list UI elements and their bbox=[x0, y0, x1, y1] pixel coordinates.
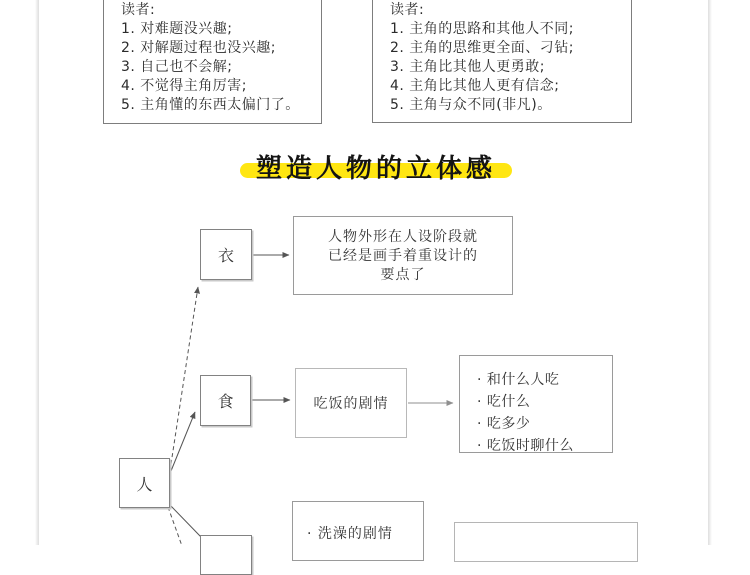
node-clothing bbox=[200, 229, 252, 280]
meal-detail-item: · 吃什么 bbox=[477, 394, 531, 410]
reader-expectations-box-1 bbox=[103, 0, 322, 124]
meal-plot-label: 吃饭的剧情 bbox=[313, 396, 389, 412]
reader-item: 3. 主角比其他人更勇敢; bbox=[390, 59, 546, 75]
node-clothing-label: 衣 bbox=[217, 246, 234, 265]
meal-detail-item: · 吃多少 bbox=[477, 416, 531, 432]
bath-details-box bbox=[292, 501, 424, 561]
reader-item: 5. 主角懂的东西太偏门了。 bbox=[121, 97, 300, 113]
line-person-to-housing bbox=[170, 505, 201, 537]
reader-box-title: 读者: bbox=[121, 2, 156, 18]
page-left-edge bbox=[35, 0, 39, 545]
reader-item: 2. 主角的思维更全面、刁钻; bbox=[390, 40, 575, 56]
reader-item: 1. 对难题没兴趣; bbox=[121, 21, 233, 37]
clothing-note-line: 已经是画手着重设计的 bbox=[328, 248, 478, 264]
arrow-person-to-food bbox=[171, 412, 195, 471]
bath-detail-item: · 洗澡的剧情 bbox=[307, 526, 393, 542]
node-person-label: 人 bbox=[136, 474, 153, 494]
dashed-line-person-to-offscreen-node bbox=[168, 507, 182, 545]
reader-item: 5. 主角与众不同(非凡)。 bbox=[390, 97, 552, 113]
reader-item: 4. 不觉得主角厉害; bbox=[121, 78, 248, 94]
node-food bbox=[200, 375, 251, 426]
reader-item: 2. 对解题过程也没兴趣; bbox=[121, 40, 277, 56]
meal-plot-box bbox=[295, 368, 407, 438]
reader-item: 1. 主角的思路和其他人不同; bbox=[390, 21, 575, 37]
node-food-label: 食 bbox=[217, 392, 234, 411]
meal-detail-item: · 吃饭时聊什么 bbox=[477, 438, 574, 454]
dashed-arrow-person-to-clothing bbox=[171, 287, 198, 464]
meal-detail-item: · 和什么人吃 bbox=[477, 372, 560, 388]
bottom-right-details-box-clipped bbox=[454, 522, 638, 562]
clothing-note-line: 要点了 bbox=[380, 267, 426, 283]
meal-details-box bbox=[459, 355, 613, 453]
node-person-root bbox=[119, 458, 170, 508]
clothing-note-line: 人物外形在人设阶段就 bbox=[328, 229, 478, 245]
reader-box-title: 读者: bbox=[390, 2, 425, 18]
page-right-edge bbox=[708, 0, 712, 545]
reader-expectations-box-2 bbox=[372, 0, 632, 123]
node-housing-clipped bbox=[200, 535, 252, 575]
clothing-note-box bbox=[293, 216, 513, 295]
reader-item: 3. 自己也不会解; bbox=[121, 59, 233, 75]
section-title: 塑造人物的立体感 bbox=[255, 154, 496, 184]
reader-item: 4. 主角比其他人更有信念; bbox=[390, 78, 560, 94]
